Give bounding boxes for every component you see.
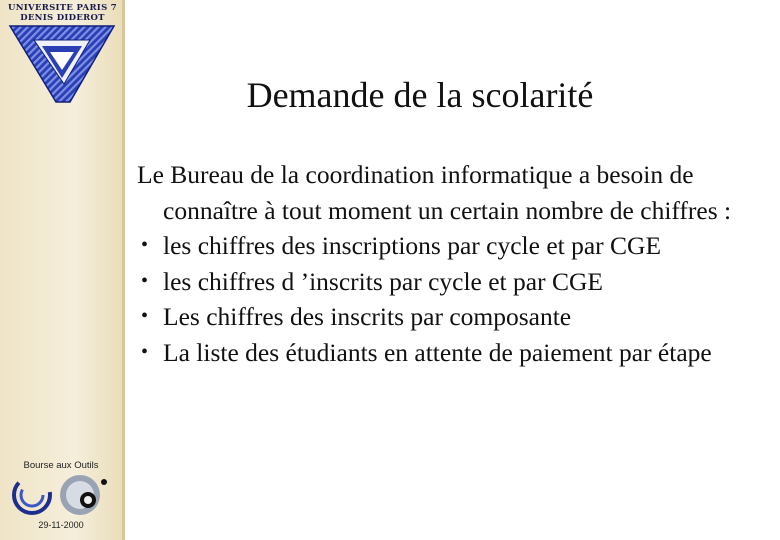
sidebar-divider — [122, 0, 125, 540]
bullet-list — [137, 228, 767, 370]
slide-title: Demande de la scolarité — [246, 75, 594, 115]
slide-date: 29-11-2000 — [38, 520, 84, 530]
bullet-text: Les chiffres des inscrits par composante — [163, 302, 572, 332]
bourse-aux-outils-logo-icon — [8, 472, 116, 518]
bullet-item — [137, 264, 767, 300]
university-name-line1: UNIVERSITE PARIS 7 — [8, 3, 117, 13]
bullet-icon: • — [141, 340, 149, 363]
bullet-item — [137, 335, 767, 371]
bullet-text: La liste des étudiants en attente de paiement par étape — [163, 337, 712, 367]
bourse-aux-outils-label: Bourse aux Outils — [23, 460, 99, 471]
slide-body — [137, 157, 767, 371]
bullet-icon: • — [141, 269, 149, 292]
intro-paragraph: Le Bureau de la coordination informatique a besoin de connaître à tout moment un certain nombre de chiffres : — [137, 160, 732, 225]
bullet-item — [137, 228, 767, 264]
bullet-text: les chiffres d ’inscrits par cycle et par CGE — [163, 266, 603, 296]
university-name — [0, 3, 125, 23]
university-logo-icon — [8, 24, 116, 104]
bullet-icon: • — [141, 234, 149, 257]
bullet-text: les chiffres des inscriptions par cycle et par CGE — [163, 231, 662, 261]
university-name-line2: DENIS DIDEROT — [20, 13, 105, 23]
bullet-item — [137, 299, 767, 335]
bullet-icon: • — [141, 305, 149, 328]
